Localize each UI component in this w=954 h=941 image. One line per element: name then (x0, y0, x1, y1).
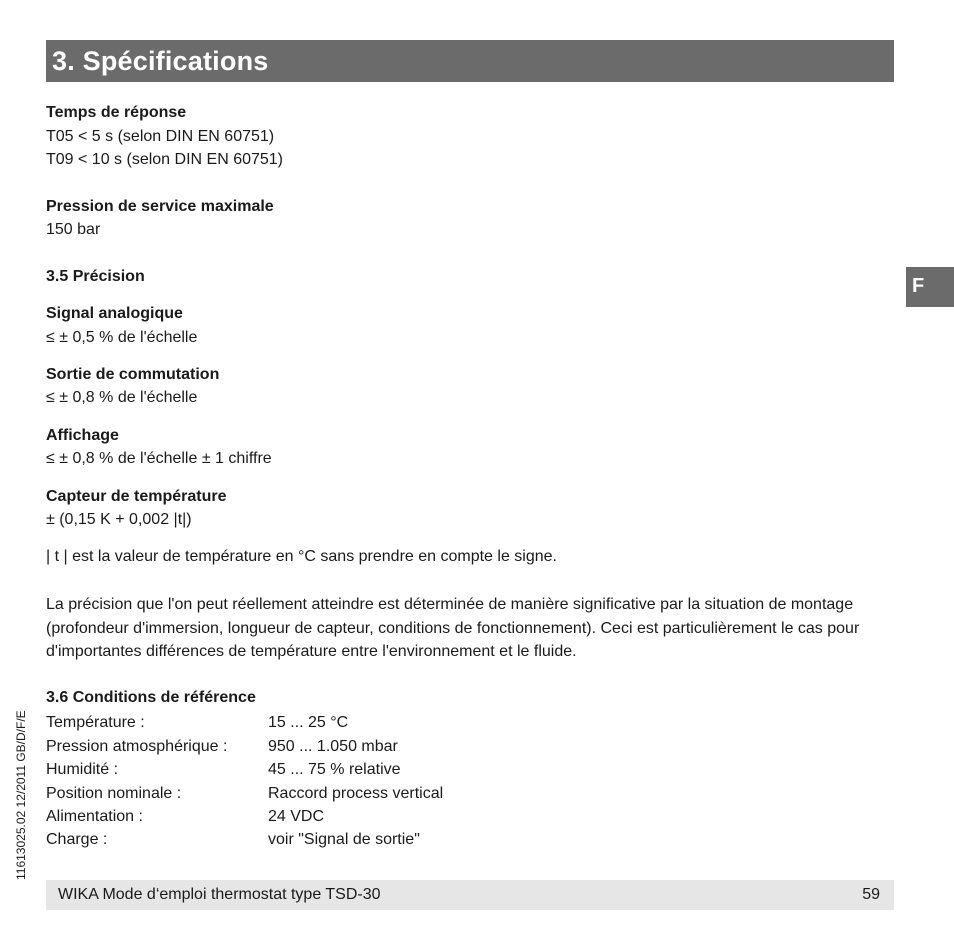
reference-value: 45 ... 75 % relative (268, 761, 401, 778)
reference-label: Position nominale : (46, 785, 182, 802)
display-heading: Affichage (46, 427, 119, 444)
footer-title: WIKA Mode d‘emploi thermostat type TSD-30 (58, 886, 381, 903)
reference-label: Température : (46, 714, 145, 731)
reference-label: Charge : (46, 831, 108, 848)
reference-value: 950 ... 1.050 mbar (268, 738, 398, 755)
section-header (46, 40, 894, 82)
response-time-t05: T05 < 5 s (selon DIN EN 60751) (46, 128, 275, 145)
response-time-heading: Temps de réponse (46, 104, 187, 121)
switch-output-heading: Sortie de commutation (46, 366, 220, 383)
reference-value: 24 VDC (268, 808, 325, 825)
page-footer (46, 880, 894, 910)
temp-sensor-value: ± (0,15 K + 0,002 |t|) (46, 511, 192, 528)
analog-signal-value: ≤ ± 0,5 % de l'échelle (46, 329, 198, 346)
reference-heading: 3.6 Conditions de référence (46, 689, 256, 706)
switch-output-value: ≤ ± 0,8 % de l'échelle (46, 389, 198, 406)
document-code: 11613025.02 12/2011 GB/D/F/E (14, 710, 28, 880)
page-number: 59 (862, 886, 880, 903)
language-tab (906, 267, 954, 307)
response-time-t09: T09 < 10 s (selon DIN EN 60751) (46, 151, 284, 168)
max-pressure-heading: Pression de service maximale (46, 198, 274, 215)
temperature-note: | t | est la valeur de température en °C sans prendre en compte le signe. (46, 548, 557, 565)
temp-sensor-heading: Capteur de température (46, 488, 227, 505)
max-pressure-value: 150 bar (46, 221, 101, 238)
precision-paragraph: La précision que l'on peut réellement atteindre est déterminée de manière significative par la situation de montage (profondeur d'immersion, longueur de capteur, conditions de fonctionnement). Ceci est particulièrement le cas pour d'importantes différences de température entre l'environnement et le fluide. (46, 596, 860, 660)
display-value: ≤ ± 0,8 % de l'échelle ± 1 chiffre (46, 450, 272, 467)
precision-heading: 3.5 Précision (46, 268, 145, 285)
reference-label: Pression atmosphérique : (46, 738, 228, 755)
reference-value: 15 ... 25 °C (268, 714, 349, 731)
language-tab-label: F (912, 275, 925, 297)
section-title: 3. Spécifications (52, 46, 269, 76)
reference-value: Raccord process vertical (268, 785, 444, 802)
analog-signal-heading: Signal analogique (46, 305, 183, 322)
reference-label: Alimentation : (46, 808, 143, 825)
reference-value: voir "Signal de sortie" (268, 831, 420, 848)
reference-label: Humidité : (46, 761, 119, 778)
